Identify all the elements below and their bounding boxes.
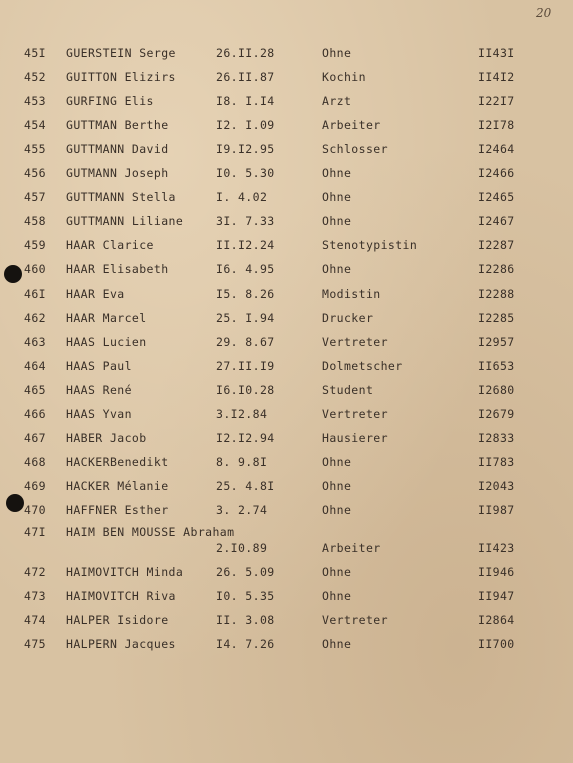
person-name: HAAS Yvan — [66, 407, 132, 421]
register-number: II947 — [478, 589, 515, 603]
list-row — [0, 452, 573, 472]
person-name: HAAS Lucien — [66, 335, 147, 349]
person-name: GUTTMANN David — [66, 142, 169, 156]
register-number: II987 — [478, 503, 515, 517]
list-row — [0, 380, 573, 400]
person-name: HACKERBenedikt — [66, 455, 169, 469]
list-row — [0, 284, 573, 304]
register-number: I22I7 — [478, 94, 515, 108]
occupation: Stenotypistin — [322, 238, 418, 252]
entry-number: 470 — [24, 503, 46, 517]
occupation: Vertreter — [322, 335, 388, 349]
list-row — [0, 43, 573, 63]
person-name: GURFING Elis — [66, 94, 154, 108]
list-row — [0, 404, 573, 424]
register-number: I2288 — [478, 287, 515, 301]
birth-date: I5. 8.26 — [216, 287, 275, 301]
list-row — [0, 259, 573, 279]
person-name: GUERSTEIN Serge — [66, 46, 176, 60]
occupation: Ohne — [322, 262, 352, 276]
person-name: HAFFNER Esther — [66, 503, 169, 517]
birth-date: I6.I0.28 — [216, 383, 275, 397]
register-number: I2464 — [478, 142, 515, 156]
list-row — [0, 522, 573, 562]
person-name: GUITTON Elizirs — [66, 70, 176, 84]
birth-date: 26. 5.09 — [216, 565, 275, 579]
list-row — [0, 428, 573, 448]
register-number: I2286 — [478, 262, 515, 276]
occupation: Arzt — [322, 94, 352, 108]
occupation: Ohne — [322, 589, 352, 603]
birth-date: I9.I2.95 — [216, 142, 275, 156]
birth-date: II. 3.08 — [216, 613, 275, 627]
person-name: GUTMANN Joseph — [66, 166, 169, 180]
occupation: Arbeiter — [322, 118, 381, 132]
register-number: I2465 — [478, 190, 515, 204]
register-number: II700 — [478, 637, 515, 651]
entry-number: 465 — [24, 383, 46, 397]
birth-date: I2. I.09 — [216, 118, 275, 132]
entry-number: 453 — [24, 94, 46, 108]
occupation: Ohne — [322, 479, 352, 493]
entry-number: 455 — [24, 142, 46, 156]
birth-date: I4. 7.26 — [216, 637, 275, 651]
person-name: HAIM BEN MOUSSE Abraham — [66, 525, 235, 539]
person-name: HAAS Paul — [66, 359, 132, 373]
register-number: I2467 — [478, 214, 515, 228]
person-name: HAIMOVITCH Riva — [66, 589, 176, 603]
birth-date: 27.II.I9 — [216, 359, 275, 373]
register-number: II423 — [478, 541, 515, 555]
list-row — [0, 476, 573, 496]
list-row — [0, 308, 573, 328]
entry-number: 458 — [24, 214, 46, 228]
list-row — [0, 187, 573, 207]
register-number: I2679 — [478, 407, 515, 421]
entry-number: 46I — [24, 287, 46, 301]
register-number: I2864 — [478, 613, 515, 627]
person-name: HACKER Mélanie — [66, 479, 169, 493]
list-row — [0, 211, 573, 231]
page-number: 20 — [536, 6, 552, 20]
entry-number: 473 — [24, 589, 46, 603]
register-number: I2043 — [478, 479, 515, 493]
birth-date: I0. 5.35 — [216, 589, 275, 603]
list-row — [0, 163, 573, 183]
occupation: Ohne — [322, 190, 352, 204]
entry-number: 468 — [24, 455, 46, 469]
list-row — [0, 235, 573, 255]
birth-date: 29. 8.67 — [216, 335, 275, 349]
occupation: Student — [322, 383, 374, 397]
occupation: Ohne — [322, 455, 352, 469]
list-row — [0, 562, 573, 582]
register-number: I2I78 — [478, 118, 515, 132]
entry-number: 457 — [24, 190, 46, 204]
list-row — [0, 332, 573, 352]
birth-date: 3.I2.84 — [216, 407, 268, 421]
birth-date: 25. I.94 — [216, 311, 275, 325]
occupation: Drucker — [322, 311, 374, 325]
register-number: I2680 — [478, 383, 515, 397]
entry-number: 463 — [24, 335, 46, 349]
person-name: HALPER Isidore — [66, 613, 169, 627]
person-name: GUTTMANN Stella — [66, 190, 176, 204]
list-row — [0, 610, 573, 630]
person-name: HAAR Marcel — [66, 311, 147, 325]
entry-number: 456 — [24, 166, 46, 180]
entry-number: 474 — [24, 613, 46, 627]
occupation: Ohne — [322, 637, 352, 651]
register-number: II43I — [478, 46, 515, 60]
occupation: Modistin — [322, 287, 381, 301]
entry-number: 45I — [24, 46, 46, 60]
occupation: Hausierer — [322, 431, 388, 445]
person-name: GUTTMANN Liliane — [66, 214, 184, 228]
list-row — [0, 91, 573, 111]
entry-number: 454 — [24, 118, 46, 132]
entry-number: 47I — [24, 525, 46, 539]
entry-number: 460 — [24, 262, 46, 276]
occupation: Ohne — [322, 214, 352, 228]
person-name: HAAR Clarice — [66, 238, 154, 252]
person-name: HAAR Eva — [66, 287, 125, 301]
register-number: I2833 — [478, 431, 515, 445]
birth-date: II.I2.24 — [216, 238, 275, 252]
entry-number: 464 — [24, 359, 46, 373]
birth-date: I. 4.02 — [216, 190, 268, 204]
register-number: I2466 — [478, 166, 515, 180]
register-number: II783 — [478, 455, 515, 469]
occupation: Ohne — [322, 46, 352, 60]
entry-number: 452 — [24, 70, 46, 84]
entry-number: 472 — [24, 565, 46, 579]
person-name: GUTTMAN Berthe — [66, 118, 169, 132]
register-number: I2285 — [478, 311, 515, 325]
birth-date: 8. 9.8I — [216, 455, 268, 469]
person-name: HAIMOVITCH Minda — [66, 565, 184, 579]
person-name: HABER Jacob — [66, 431, 147, 445]
register-number: II653 — [478, 359, 515, 373]
occupation: Vertreter — [322, 613, 388, 627]
person-name: HAAR Elisabeth — [66, 262, 169, 276]
entry-number: 459 — [24, 238, 46, 252]
entry-number: 467 — [24, 431, 46, 445]
list-row — [0, 67, 573, 87]
list-row — [0, 139, 573, 159]
list-row — [0, 634, 573, 654]
occupation: Schlosser — [322, 142, 388, 156]
entry-number: 469 — [24, 479, 46, 493]
birth-date: 3. 2.74 — [216, 503, 268, 517]
entry-number: 466 — [24, 407, 46, 421]
occupation: Ohne — [322, 166, 352, 180]
entry-number: 462 — [24, 311, 46, 325]
birth-date: 26.II.87 — [216, 70, 275, 84]
register-number: I2957 — [478, 335, 515, 349]
entry-number: 475 — [24, 637, 46, 651]
birth-date: 26.II.28 — [216, 46, 275, 60]
list-row — [0, 356, 573, 376]
occupation: Ohne — [322, 503, 352, 517]
birth-date: I0. 5.30 — [216, 166, 275, 180]
birth-date: I8. I.I4 — [216, 94, 275, 108]
birth-date: 25. 4.8I — [216, 479, 275, 493]
occupation: Arbeiter — [322, 541, 381, 555]
occupation: Vertreter — [322, 407, 388, 421]
list-row — [0, 115, 573, 135]
register-number: II946 — [478, 565, 515, 579]
birth-date: 2.I0.89 — [216, 541, 268, 555]
person-name: HALPERN Jacques — [66, 637, 176, 651]
birth-date: I6. 4.95 — [216, 262, 275, 276]
person-name: HAAS René — [66, 383, 132, 397]
register-number: I2287 — [478, 238, 515, 252]
occupation: Dolmetscher — [322, 359, 403, 373]
occupation: Kochin — [322, 70, 366, 84]
register-number: II4I2 — [478, 70, 515, 84]
list-row — [0, 500, 573, 520]
list-row — [0, 586, 573, 606]
birth-date: I2.I2.94 — [216, 431, 275, 445]
birth-date: 3I. 7.33 — [216, 214, 275, 228]
occupation: Ohne — [322, 565, 352, 579]
